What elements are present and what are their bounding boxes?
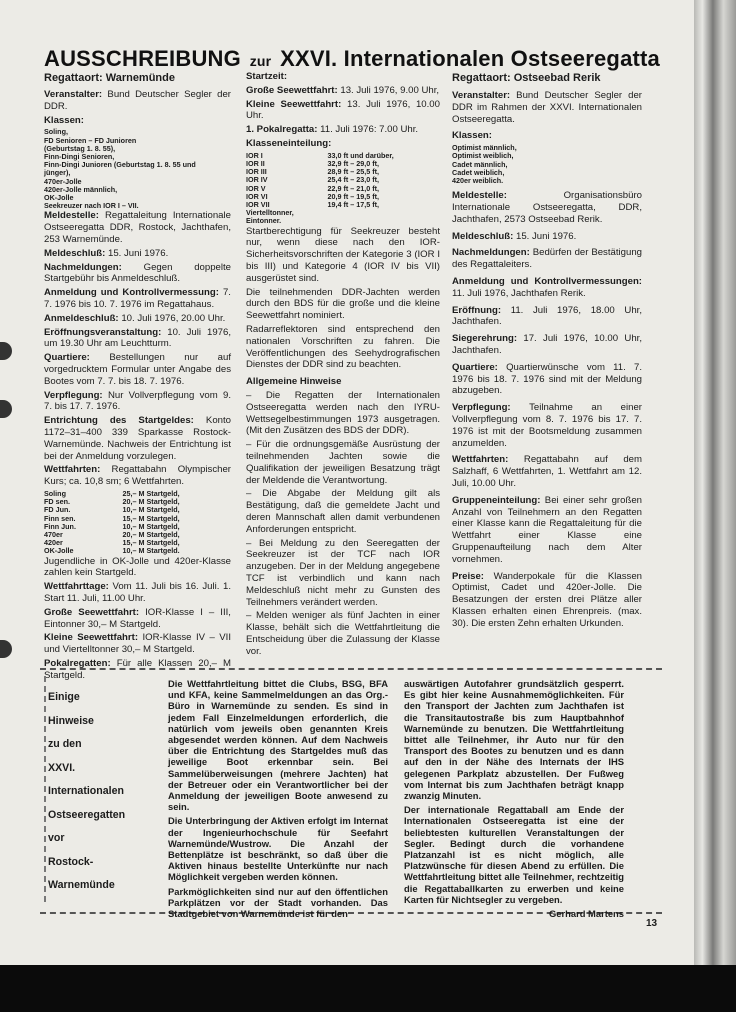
page-title: AUSSCHREIBUNG zur XXVI. Internationalen Ostseeregatta (44, 46, 660, 71)
quartiere: Quartiere: Quartierwünsche vom 11. 7. 1976 bis 18. 7. 1976 sind mit der Meldung abzugeben. (452, 361, 642, 397)
hinweis: – Die Regatten der Internationalen Ostseeregatta werden nach den IYRU-Wettsegelbestimmungen 1973 ausgetragen. (Mit den Zusätzen des BDS der DDR). (246, 389, 440, 437)
list-item: jünger), (44, 168, 71, 178)
table-row: 420er 15,– M Startgeld, (44, 538, 180, 548)
list-item: Cadet männlich, (452, 159, 508, 169)
table-row: Finn Jun. 10,– M Startgeld, (44, 521, 180, 531)
hinweis: – Melden weniger als fünf Jachten in einer Klasse, behält sich die Wettfahrtleitung die Entscheidung über die Zulassung der Klasse vor. (246, 610, 440, 657)
meldestelle: Meldestelle: Organisationsbüro Internationale Ostseeregatta, DDR, Jachthafen, 2573 Ostseebad Rerik. (452, 190, 642, 225)
table-row: 470er 20,– M Startgeld, (44, 529, 180, 539)
author-signature: Gerhard Martens (548, 908, 624, 920)
column-rerik (452, 71, 642, 632)
gruppeneinteilung: Gruppeneinteilung: Bei einer sehr großen Anzahl von Teilnehmern an den Regatten einer Klasse kann die Regattaleitung für die Wettfahrt einer Klasse eine Gruppenaufteilung nach dem Alter vornehmen. (452, 494, 642, 565)
paragraph: auswärtigen Autofahrer grundsätzlich gesperrt. Es gibt hier keine Ausnahmemöglichkeiten. Für den Transport der Jachten zum Jachthafen ist die Transitautostraße bis zum Hauptbahnhof Warnemünde zu benutzen. Die Wettfahrtleitung bittet alle Teilnehmer, ihr Auto nur für den Transport des Bootes zu benutzen und es dann auf den in der Nähe des Internats der IHS gelegenen Parkplatz abzustellen. Der Fußweg vom Internat bis zum Jachthafen beträgt knapp zwanzig Minuten. (404, 678, 624, 802)
table-row: IOR IV 25,4 ft – 23,0 ft, (246, 175, 380, 185)
fee-table (44, 490, 231, 556)
list-item: Seekreuzer nach IOR I – VII. (44, 201, 139, 211)
klassen-list (452, 144, 642, 185)
punch-hole (0, 640, 12, 658)
paragraph: Die Wettfahrtleitung bittet die Clubs, BSG, BFA und KFA, keine Sammelmeldungen an das Org.-Büro in Warnemünde zu senden. Es sind in jedem Fall Einzelmeldungen erforderlich, die natürlich vom jeweils oben genannten Kreis abgesendet werden können. Auf dem Nachweis über die Entrichtung des Startgeldes muß das jeweilige Boot erkennbar sein. Bei Sammelüberweisungen (mehrere Jachten) hat der Betreuer oder ein Verantwortlicher bei der Anmeldung der jeweiligen Boote anwesend zu sein. (168, 678, 388, 813)
table-row: IOR V 22,9 ft – 21,0 ft, (246, 183, 380, 193)
veranstalter: Veranstalter: Bund Deutscher Segler der DDR im Rahmen der XXVI. Internationalen Ostseeregatta. (452, 90, 642, 125)
ior-table (246, 152, 440, 226)
anmeldung: Anmeldung und Kontrollvermessung: 7. 7. 1976 bis 10. 7. 1976 im Regattahaus. (44, 287, 231, 310)
verpflegung: Verpflegung: Teilnahme an einer Vollverpflegung vom 8. 7. 1976 bis 17. 7. 1976 ist mit der Bootsmeldung zusammen anzumelden. (452, 402, 642, 449)
hint-box-heading: Einige Hinweise zu den XXVI. Internationalen Ostseeregatten vor Rostock- Warnemünde (48, 691, 126, 891)
startberechtigung: Startberechtigung für Seekreuzer besteht nur, wenn diese nach den IOR-Sicherheitsvorschriften der Kategorie 3 (IOR I bis III) und Kategorie 4 (IOR IV bis VII) ausgerüstet sind. (246, 225, 440, 284)
klassen-label: Klassen: (44, 114, 84, 126)
table-row: IOR I 33,0 ft und darüber, (246, 150, 394, 160)
page-number: 13 (646, 918, 658, 929)
quartiere: Quartiere: Bestellungen nur auf vorgedrucktem Formular unter Angabe des Bootes vom 7. 7. bis 18. 7. 1976. (44, 352, 231, 387)
startzeit-label: Startzeit: (246, 71, 288, 82)
wettfahrten: Wettfahrten: Regattabahn Olympischer Kurs; ca. 10,8 sm; 6 Wettfahrten. (44, 464, 232, 488)
book-gutter (694, 0, 736, 965)
pokal-start: 1. Pokalregatta: 11. Juli 1976: 7.00 Uhr. (246, 124, 419, 136)
list-item: Soling, (44, 127, 68, 137)
grosse-seewettfahrt: Große Seewettfahrt: IOR-Klasse I – III, Eintonner 30,– M Startgeld. (44, 606, 231, 630)
anmeldeschluss: Anmeldeschluß: 10. Juli 1976, 20.00 Uhr. (44, 312, 226, 324)
siegerehrung: Siegerehrung: 17. Juli 1976, 10.00 Uhr, Jachthafen. (452, 333, 642, 356)
verpflegung: Verpflegung: Nur Vollverpflegung vom 9. 7. bis 17. 7. 1976. (44, 389, 231, 413)
klasseneinteilung-label: Klasseneinteilung: (246, 137, 332, 149)
hint-box (40, 668, 662, 920)
list-item: 420er-Jolle männlich, (44, 184, 118, 194)
column-startzeit (246, 71, 440, 660)
list-item: Optimist männlich, (452, 143, 517, 153)
list-item: Finn-Dingi Junioren (Geburtstag 1. 8. 55 und (44, 160, 196, 170)
column-warnemuende (44, 71, 231, 684)
nachmeldungen: Nachmeldungen: Gegen doppelte Startgebühr bis Anmeldeschluß. (44, 261, 231, 285)
allgemeine-hinweise-heading: Allgemeine Hinweise (246, 376, 342, 388)
list-item: 420er weiblich. (452, 176, 504, 185)
anmeldung: Anmeldung und Kontrollvermessungen: 11. Juli 1976, Jachthafen Rerik. (452, 275, 642, 299)
list-item: (Geburtstag 1. 8. 55), (44, 143, 116, 153)
regattaort-heading: Regattaort: Ostseebad Rerik (452, 72, 601, 84)
punch-hole (0, 400, 12, 418)
table-row: FD sen. 20,– M Startgeld, (44, 497, 180, 507)
table-row: OK-Jolle 10,– M Startgeld. (44, 546, 180, 556)
wettfahrten: Wettfahrten: Regattabahn auf dem Salzhaff, 6 Wettfahrten, 1. Wettfahrt am 12. Juli, 10.00 Uhr. (452, 454, 642, 489)
pokalregatten: Pokalregatten: Für alle Klassen 20,– M Startgeld. (44, 657, 231, 681)
table-row: IOR VI 20,9 ft – 19,5 ft, (246, 191, 380, 201)
radarreflektoren: Radarreflektoren sind entsprechend den nationalen Vorschriften zu fahren. Die Veröffentlichungen des Seehydrografischen Dienstes der DDR sind zu beachten. (246, 323, 440, 371)
hinweis: – Für die ordnungsgemäße Ausrüstung der teilnehmenden Jachten sowie die Qualifikation der jeweiligen Besatzung trägt der Meldende die Verantwortung. (246, 439, 440, 486)
list-item: Finn-Dingi Senioren, (44, 152, 115, 161)
wettfahrttage: Wettfahrttage: Vom 11. Juli bis 16. Juli. 1. Start 11. Juli, 11.00 Uhr. (44, 581, 231, 604)
meldestelle: Meldestelle: Regattaleitung Internationale Ostseeregatta DDR, Rostock, Jachthafen, 253 Warnemünde. (44, 210, 231, 246)
list-item: 470er-Jolle (44, 176, 82, 186)
hint-box-column-1 (168, 678, 388, 922)
table-row: Eintonner. (246, 216, 282, 226)
nachmeldungen: Nachmeldungen: Bedürfen der Bestätigung des Regattaleiters. (452, 247, 642, 271)
table-row: IOR III 28,9 ft – 25,5 ft, (246, 167, 380, 177)
table-row: IOR II 32,9 ft – 29,0 ft, (246, 158, 380, 168)
klassen-list (44, 128, 231, 210)
meldeschluss: Meldeschluß: 15. Juni 1976. (452, 230, 577, 242)
list-item: Cadet weiblich, (452, 167, 505, 177)
ddr-jachten: Die teilnehmenden DDR-Jachten werden durch den BDS für die große und die kleine Seewettfahrt nominiert. (246, 286, 440, 322)
eroeffnung: Eröffnung: 11. Juli 1976, 18.00 Uhr, Jachthafen. (452, 304, 642, 328)
eroeffnung: Eröffnungsveranstaltung: 10. Juli 1976, um 19.30 Uhr am Leuchtturm. (44, 326, 231, 350)
paragraph: Der internationale Regattaball am Ende der Internationalen Ostseeregatta ist eine der beliebtesten kulturellen Veranstaltungen der Segler. Bedingt durch die vorhandene Platzanzahl ist es nicht möglich, alle Platzwünsche für diesen Abend zu erfüllen. Die Wettfahrtleitung bittet alle Teilnehmer, rechtzeitig die Regattaballkarten zu erwerben und keine Karten für Nichtsegler zu vergeben. (404, 804, 624, 905)
kleine-seewettfahrt: Kleine Seewettfahrt: IOR-Klasse IV – VII und Viertelltonner 30,– M Startgeld. (44, 632, 231, 656)
table-row: Viertelltonner, (246, 208, 294, 218)
scan-border (0, 965, 736, 1012)
hinweis: – Bei Meldung zu den Seeregatten der Seekreuzer ist der TCF nach IOR anzugeben. Der in der Meldung angegebene TCF ist verbindlich und kann nach Meldeschluß nicht mehr zu Gunsten des Teilnehmers verändert werden. (246, 537, 440, 608)
table-row: FD Jun. 10,– M Startgeld, (44, 505, 180, 515)
hinweis: – Die Abgabe der Meldung gilt als Bestätigung, daß die gemeldete Jacht und deren Mannschaft allen damit verbundenen Anforderungen entspricht. (246, 488, 440, 535)
kleine-start: Kleine Seewettfahrt: 13. Juli 1976, 10.00 Uhr. (246, 98, 440, 122)
preise: Preise: Wanderpokale für die Klassen Optimist, Cadet und 420er-Jolle. Die Besatzungen der ersten drei Plätze aller Klassen erhalten einen Ehrenpreis. (max. 30). Die ersten Zehn erhalten Urkunden. (452, 570, 642, 629)
table-row: Soling 25,– M Startgeld, (44, 488, 180, 498)
list-item: OK-Jolle (44, 193, 74, 203)
hint-box-column-2 (404, 678, 624, 919)
jugendliche: Jugendliche in OK-Jolle und 420er-Klasse zahlen kein Startgeld. (44, 555, 231, 579)
paragraph: Die Unterbringung der Aktiven erfolgt im Internat der Ingenieurhochschule für Seefahrt Warnemünde/Wustrow. Die Anzahl der Bettenplätze ist beschränkt, so daß über die Aktiven hinaus bestellte Unterkünfte nur nach Möglichkeit vergeben werden können. (168, 815, 388, 883)
list-item: Optimist weiblich, (452, 151, 514, 161)
table-row: IOR VII 19,4 ft – 17,5 ft, (246, 200, 380, 209)
regattaort-heading: Regattaort: Warnemünde (44, 72, 175, 84)
punch-hole (0, 342, 12, 360)
klassen-label: Klassen: (452, 130, 492, 142)
paragraph: Parkmöglichkeiten sind nur auf den öffentlichen Parkplätzen vor der Stadt vorhanden. Das Stadtgebiet von Warnemünde ist für den (168, 885, 388, 920)
grosse-start: Große Seewettfahrt: 13. Juli 1976, 9.00 Uhr, (246, 84, 440, 96)
entrichtung: Entrichtung des Startgeldes: Konto 1172–31–400 339 Sparkasse Rostock-Warnemünde. Nachweis der Entrichtung ist bei der Anmeldung vorzulegen. (44, 415, 231, 462)
meldeschluss: Meldeschluß: 15. Juni 1976. (44, 247, 169, 259)
list-item: FD Senioren – FD Junioren (44, 135, 137, 145)
veranstalter: Veranstalter: Bund Deutscher Segler der DDR. (44, 89, 231, 112)
table-row: Finn sen. 15,– M Startgeld, (44, 513, 180, 523)
